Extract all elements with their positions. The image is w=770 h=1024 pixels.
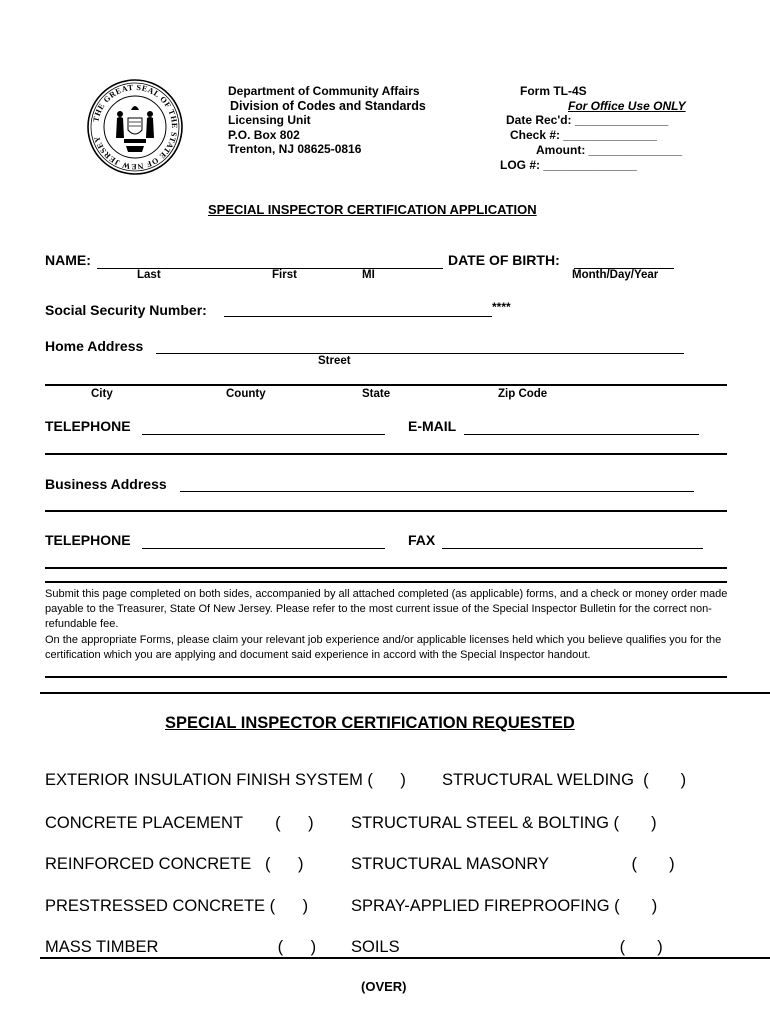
- name-sub-first: First: [272, 269, 297, 281]
- cert-eifs[interactable]: EXTERIOR INSULATION FINISH SYSTEM ( ): [45, 771, 406, 789]
- cert-eifs-label: EXTERIOR INSULATION FINISH SYSTEM: [45, 771, 363, 789]
- cert-prestressed-concrete-label: PRESTRESSED CONCRETE: [45, 897, 266, 915]
- form-id: Form TL-4S: [520, 84, 587, 98]
- page-title: SPECIAL INSPECTOR CERTIFICATION APPLICATION: [208, 202, 537, 217]
- fax-input[interactable]: [442, 532, 704, 548]
- dob-sub: Month/Day/Year: [572, 269, 659, 281]
- instruction-paragraph-1: Submit this page completed on both sides, accompanied by all attached completed (as applicable) forms, and a check or money order made payable to the Treasurer, State Of New Jersey. Please refer to the most current issue of the Special Inspector Bulletin for the correct non-refundable fee.: [45, 588, 728, 631]
- amount-field: Amount: ______________: [536, 143, 683, 157]
- instructions: [45, 587, 735, 663]
- dob-input[interactable]: [574, 252, 676, 268]
- ssn-mask: ****: [492, 300, 511, 314]
- zip-sub: Zip Code: [498, 388, 548, 400]
- over-indicator: (OVER): [361, 979, 407, 994]
- name-sub-mi: MI: [362, 269, 375, 281]
- cert-spray-fireproofing-label: SPRAY-APPLIED FIREPROOFING: [351, 897, 610, 915]
- instruction-paragraph-2: On the appropriate Forms, please claim your relevant job experience and/or applicable licenses held which you believe qualifies you for the certification which you are applying and document said experience in accord with the Special Inspector handout.: [45, 633, 722, 661]
- county-sub: County: [226, 388, 266, 400]
- seal-ring-text: THE GREAT SEAL OF THE STATE OF NEW JERSEY: [91, 82, 180, 172]
- cert-soils[interactable]: SOILS ( ): [351, 938, 663, 956]
- cert-prestressed-concrete[interactable]: PRESTRESSED CONCRETE ( ): [45, 897, 309, 915]
- cert-structural-steel-bolting-label: STRUCTURAL STEEL & BOLTING: [351, 814, 609, 832]
- cert-mass-timber[interactable]: MASS TIMBER ( ): [45, 938, 317, 956]
- telephone-label: TELEPHONE: [45, 418, 131, 434]
- email-input[interactable]: [464, 418, 700, 434]
- dept-line-2: Division of Codes and Standards: [230, 98, 426, 113]
- cert-concrete-placement[interactable]: CONCRETE PLACEMENT ( ): [45, 814, 314, 832]
- home-street-input[interactable]: [156, 337, 686, 353]
- dob-label: DATE OF BIRTH:: [448, 252, 560, 268]
- date-received-field: Date Rec'd: ______________: [506, 113, 669, 127]
- dept-line-4: P.O. Box 802: [228, 127, 300, 142]
- business-telephone-label: TELEPHONE: [45, 532, 131, 548]
- name-sub-last: Last: [137, 269, 161, 281]
- home-city-state-input[interactable]: [45, 368, 727, 384]
- telephone-input[interactable]: [142, 418, 386, 434]
- cert-reinforced-concrete-label: REINFORCED CONCRETE: [45, 855, 252, 873]
- name-input[interactable]: [97, 252, 445, 268]
- cert-structural-masonry-label: STRUCTURAL MASONRY: [351, 855, 550, 873]
- cert-reinforced-concrete[interactable]: REINFORCED CONCRETE ( ): [45, 855, 304, 873]
- dept-line-3: Licensing Unit: [228, 113, 311, 127]
- ssn-label: Social Security Number:: [45, 302, 207, 318]
- business-address-input[interactable]: [180, 475, 696, 491]
- dept-line-1: Department of Community Affairs: [228, 84, 420, 98]
- cert-structural-masonry[interactable]: STRUCTURAL MASONRY ( ): [351, 855, 675, 873]
- office-use-heading: For Office Use ONLY: [568, 99, 686, 113]
- city-sub: City: [91, 388, 113, 400]
- street-sub: Street: [318, 355, 351, 367]
- state-sub: State: [362, 388, 391, 400]
- cert-soils-label: SOILS: [351, 938, 400, 956]
- cert-structural-steel-bolting[interactable]: STRUCTURAL STEEL & BOLTING ( ): [351, 814, 657, 832]
- cert-spray-fireproofing[interactable]: SPRAY-APPLIED FIREPROOFING ( ): [351, 897, 658, 915]
- cert-concrete-placement-label: CONCRETE PLACEMENT: [45, 814, 244, 832]
- cert-structural-welding-label: STRUCTURAL WELDING: [442, 771, 634, 789]
- home-address-label: Home Address: [45, 338, 144, 354]
- business-telephone-input[interactable]: [142, 532, 386, 548]
- fax-label: FAX: [408, 532, 436, 548]
- nj-state-seal-icon: [86, 78, 184, 176]
- certification-section-title: SPECIAL INSPECTOR CERTIFICATION REQUESTED: [165, 714, 575, 732]
- cert-structural-welding[interactable]: STRUCTURAL WELDING ( ): [442, 771, 687, 789]
- business-address-label: Business Address: [45, 476, 167, 492]
- name-label: NAME:: [45, 252, 91, 268]
- ssn-input[interactable]: [224, 300, 494, 316]
- email-label: E-MAIL: [408, 418, 457, 434]
- log-number-field: LOG #: ______________: [500, 158, 637, 172]
- department-block: [228, 84, 426, 157]
- dept-line-5: Trenton, NJ 08625-0816: [228, 142, 362, 156]
- cert-mass-timber-label: MASS TIMBER: [45, 938, 159, 956]
- check-number-field: Check #: ______________: [510, 128, 657, 142]
